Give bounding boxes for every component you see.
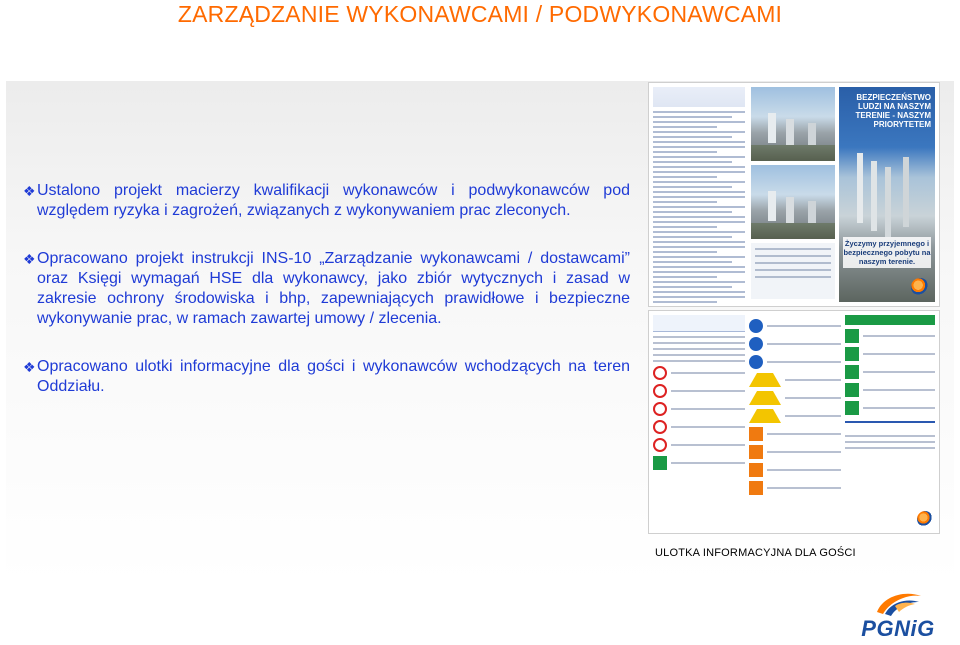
facility-photo <box>751 165 835 239</box>
pgnig-logo <box>843 588 953 643</box>
emergency-exit-sign-icon <box>845 329 859 343</box>
leaflet-outer-image <box>649 83 939 306</box>
bullet-text: Opracowano projekt instrukcji INS-10 „Zarządzanie wykonawcami / dostawcami” oraz Księgi wymagań HSE dla wykonawcy, jako zbiór wytycznych i zasad w zakresie ochrony środowiska i bhp, zapewniających prawidłowe i bezpieczne wykonywanie prac, w ramach zawartej umowy / zlecenia. <box>37 250 630 327</box>
list-item <box>23 181 630 221</box>
recycling-sign-icon <box>653 456 667 470</box>
hazard-sign-icon <box>749 445 763 459</box>
leaflet-cover <box>839 87 935 302</box>
prohibition-sign-icon <box>653 402 667 416</box>
first-aid-sign-icon <box>845 347 859 361</box>
facility-photo <box>751 87 835 161</box>
pgnig-logo-icon <box>911 278 929 296</box>
diamond-bullet-icon: ❖ <box>23 359 36 375</box>
diamond-bullet-icon: ❖ <box>23 183 36 199</box>
bullet-text: Ustalono projekt macierzy kwalifikacji wykonawców i podwykonawców pod względem ryzyka i zagrożeń, związanych z wykonywaniem prac zleconych. <box>37 182 630 219</box>
emergency-exit-sign-icon <box>845 365 859 379</box>
leaflet-text-column <box>653 87 745 302</box>
brand-name: PGNiG <box>861 616 935 641</box>
pgnig-logo-icon <box>917 511 933 527</box>
hazard-sign-icon <box>749 427 763 441</box>
mandatory-sign-icon <box>749 355 763 369</box>
diamond-bullet-icon: ❖ <box>23 251 36 267</box>
evacuation-sign-icon <box>845 401 859 415</box>
hazard-sign-icon <box>749 481 763 495</box>
evacuation-sign-icon <box>845 383 859 397</box>
list-item <box>23 249 630 329</box>
bullet-list <box>23 181 630 397</box>
flame-logo-icon <box>865 588 931 618</box>
prohibition-sign-icon <box>653 366 667 380</box>
prohibition-sign-icon <box>653 384 667 398</box>
prohibition-sign-icon <box>653 420 667 434</box>
leaflet-inner-image <box>649 311 939 533</box>
leaflet-contact-box <box>751 243 835 299</box>
warning-sign-icon <box>749 409 781 423</box>
leaflet-cover-title: BEZPIECZEŃSTWO LUDZI NA NASZYM TERENIE - NASZYM PRIORYTETEM <box>855 93 931 129</box>
leaflet-cover-subtitle: Życzymy przyjemnego i bezpiecznego pobytu na naszym terenie. <box>843 239 931 266</box>
hazard-sign-icon <box>749 463 763 477</box>
leaflet-caption: ULOTKA INFORMACYJNA DLA GOŚCI <box>655 547 856 559</box>
leaflet-emergency-column <box>845 315 935 529</box>
mandatory-sign-icon <box>749 337 763 351</box>
page-title: ZARZĄDZANIE WYKONAWCAMI / PODWYKONAWCAMI <box>177 1 783 27</box>
leaflet-rules-column <box>653 315 745 529</box>
leaflet-signs-column <box>749 315 841 529</box>
list-item <box>23 357 630 397</box>
mandatory-sign-icon <box>749 319 763 333</box>
prohibition-sign-icon <box>653 438 667 452</box>
warning-sign-icon <box>749 391 781 405</box>
bullet-text: Opracowano ulotki informacyjne dla gości i wykonawców wchodzących na teren Oddziału. <box>37 358 630 395</box>
warning-sign-icon <box>749 373 781 387</box>
